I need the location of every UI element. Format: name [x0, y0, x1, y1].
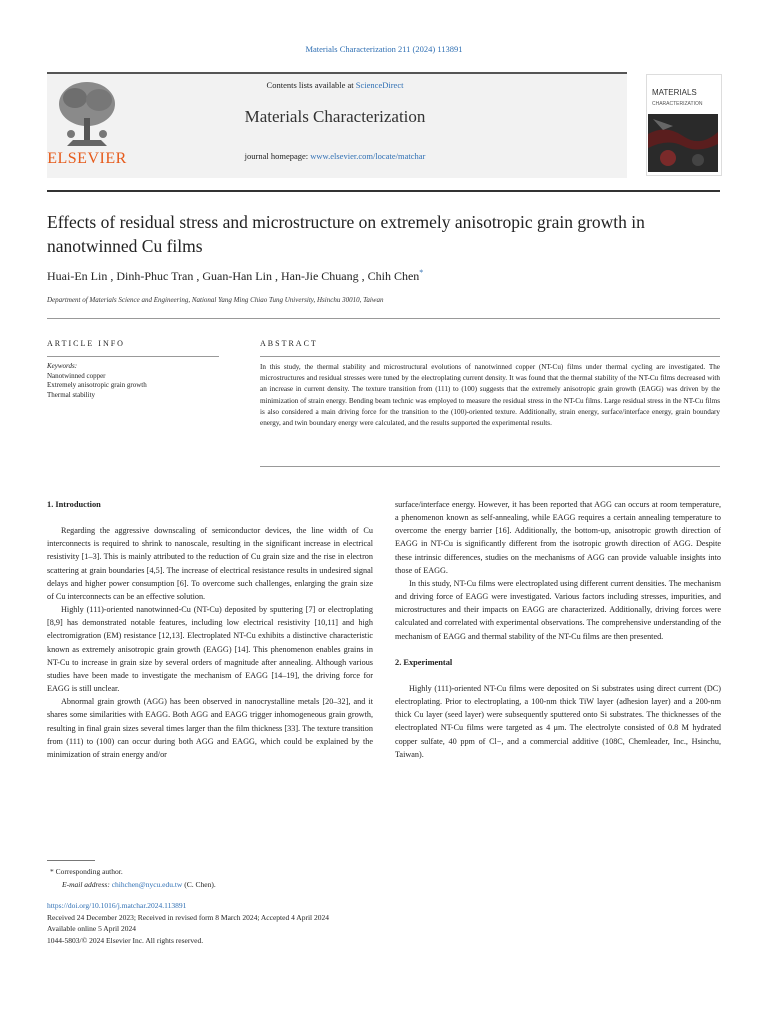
- keyword-item: Extremely anisotropic grain growth: [47, 381, 147, 389]
- keywords-block: [47, 362, 227, 400]
- section-divider: [47, 318, 720, 319]
- publication-info: [47, 900, 547, 946]
- contents-prefix: Contents lists available at: [266, 80, 356, 90]
- header-divider: [47, 190, 720, 192]
- keywords-label: Keywords:: [47, 362, 78, 370]
- abstract-top-rule: [260, 356, 720, 357]
- email-label: E-mail address:: [62, 880, 112, 889]
- journal-title: Materials Characterization: [244, 107, 426, 126]
- journal-homepage-line: [130, 151, 540, 161]
- corresponding-author-footnote: [50, 865, 450, 891]
- abstract-text: In this study, the thermal stability and microstructural evolutions of nanotwinned copper (NT-Cu) films under thermal cycling are investigated. The microstructures and residual stresses were tuned by the electroplating current density. It was found that the thermal stability of the NT-Cu films decreased with an increase in current density. The texture transition from (111) to (100) suggests that the extremely anisotropic grain growth (EAGG) was driven by the minimization of strain energy. Bending beam technic was employed to measure the residual stress in the NT-Cu films. Large residual stress in the NT-Cu films is also considered a main driving force for the transition to the (100)-oriented texture. Additionally, strain energy, surface/interface energy, grain boundary energy, and twin boundary energy were calculated, and the results supported the experimental results.: [260, 363, 720, 428]
- keyword-item: Nanotwinned copper: [47, 371, 106, 380]
- received-dates: Received 24 December 2023; Received in revised form 8 March 2024; Accepted 4 April 2024: [47, 912, 329, 922]
- body-paragraph: In this study, NT-Cu films were electroplated using different current densities. The mechanism and driving force of EAGG were investigated. Various factors including stresses, impurities, and microstructures and their impacts on EAGG are characterized. Additionally, driving forces were calculated and correlated with experimental observations. The comprehensive understanding of the mechanism of EAGG and thermal stability of the NT-Cu films are then presented.: [395, 578, 721, 641]
- copyright-notice: 1044-5803/© 2024 Elsevier Inc. All rights reserved.: [47, 935, 204, 945]
- homepage-prefix: journal homepage:: [244, 151, 311, 161]
- article-info-rule: [47, 356, 219, 357]
- body-paragraph: Regarding the aggressive downscaling of semiconductor devices, the line width of Cu interconnects is required to shrink to nanoscale, resulting in the significant increase in electrical resistivity [1–3]. This is mainly attributed to the reduction of Cu grain size and the rise in electron scattering at grain boundaries [4,5]. The increase of electrical resistance results in undesired signal delays and higher power consumption [6]. To overcome such challenges, enlarging the grain size of Cu interconnects can be an effective solution.: [47, 526, 373, 601]
- body-paragraph: surface/interface energy. However, it has been reported that AGG can occurs at room temperature, a phenomenon known as self-annealing, while EAGG requires a certain annealing temperature to overcome the energy barrier [16]. Additionally, the bottom-up, anisotropic growth direction of EAGG in NT-Cu is significantly different from the isotropic growth direction of AGG. Despite these intrinsic differences, studies on the mechanisms of AGG can provide valuable insights into those of EAGG.: [395, 500, 721, 575]
- contents-available-line: [130, 80, 540, 90]
- journal-reference[interactable]: Materials Characterization 211 (2024) 113891: [305, 44, 463, 54]
- keyword-item: Thermal stability: [47, 390, 96, 399]
- article-title: Effects of residual stress and microstructure on extremely anisotropic grain growth in nanotwinned Cu films: [47, 212, 645, 256]
- article-info-heading: ARTICLE INFO: [47, 339, 125, 348]
- body-column-right: [395, 498, 721, 761]
- introduction-heading: 1. Introduction: [47, 500, 101, 509]
- email-suffix: (C. Chen).: [182, 880, 216, 889]
- experimental-heading: 2. Experimental: [395, 657, 453, 667]
- sciencedirect-link[interactable]: ScienceDirect: [355, 80, 404, 90]
- cover-micrograph-image: [648, 114, 718, 172]
- available-online: Available online 5 April 2024: [47, 924, 137, 933]
- body-paragraph: Abnormal grain growth (AGG) has been observed in nanocrystalline metals [20–32], and it shares some similarities with EAGG. Both AGG and EAGG trigger inhomogeneous grain growth, resulting in final grain sizes several times larger than the film thickness [33]. The texture transition from (111) to (100) can occur during both AGG and EAGG, which could be explained by the minimization of strain energy and/or: [47, 697, 373, 759]
- corresponding-author-note: * Corresponding author.: [50, 867, 123, 876]
- authors-text[interactable]: Huai-En Lin , Dinh-Phuc Tran , Guan-Han Lin , Han-Jie Chuang , Chih Chen: [47, 269, 420, 283]
- corresponding-author-mark[interactable]: *: [419, 268, 424, 277]
- body-paragraph: Highly (111)-oriented nanotwinned-Cu (NT-Cu) deposited by sputtering [7] or electroplating [8,9] has demonstrated notable features, including low electrical resistivity [10,11] and high electromigration (EM) resistance [12,13]. Electroplated NT-Cu exhibits a distinctive characteristic known as extremely anisotropic grain growth (EAGG) [14]. This phenomenon enables grains in NT-Cu to increase in grain size by several orders of magnitude after annealing. Although various studies have been made to investigate the mechanism of EAGG [14–19], the driving force for EAGG is still unclear.: [47, 605, 373, 694]
- abstract-heading: ABSTRACT: [260, 339, 318, 348]
- email-link[interactable]: chihchen@nycu.edu.tw: [111, 880, 183, 889]
- author-list: [47, 268, 687, 284]
- footnote-rule: [47, 860, 95, 861]
- author-affiliation: Department of Materials Science and Engineering, National Yang Ming Chiao Tung University, Hsinchu 30010, Taiwan: [47, 296, 384, 304]
- publisher-name: ELSEVIER: [47, 150, 127, 167]
- body-paragraph: Highly (111)-oriented NT-Cu films were deposited on Si substrates using direct current (DC) electroplating. Prior to electroplating, a 100-nm thick TiW layer (adhesion layer) and a 200-nm thick Cu layer (seed layer) were subsequently sputtered onto Si substrates. The thicknesses of the electroplated NT-Cu films were targeted as 4 μm. The electrolyte consisted of 0.8 M hydrated copper sulfate, 40 ppm of Cl−, and a commercial additive (108C, Chemleader, Inc., Hsinchu, Taiwan).: [395, 683, 721, 759]
- cover-title: MATERIALS: [652, 88, 697, 97]
- abstract-bottom-rule: [260, 466, 720, 467]
- journal-homepage-link[interactable]: www.elsevier.com/locate/matchar: [310, 151, 426, 161]
- cover-subtitle: CHARACTERIZATION: [652, 101, 703, 107]
- doi-link[interactable]: https://doi.org/10.1016/j.matchar.2024.113891: [47, 901, 187, 910]
- body-column-left: [47, 498, 373, 761]
